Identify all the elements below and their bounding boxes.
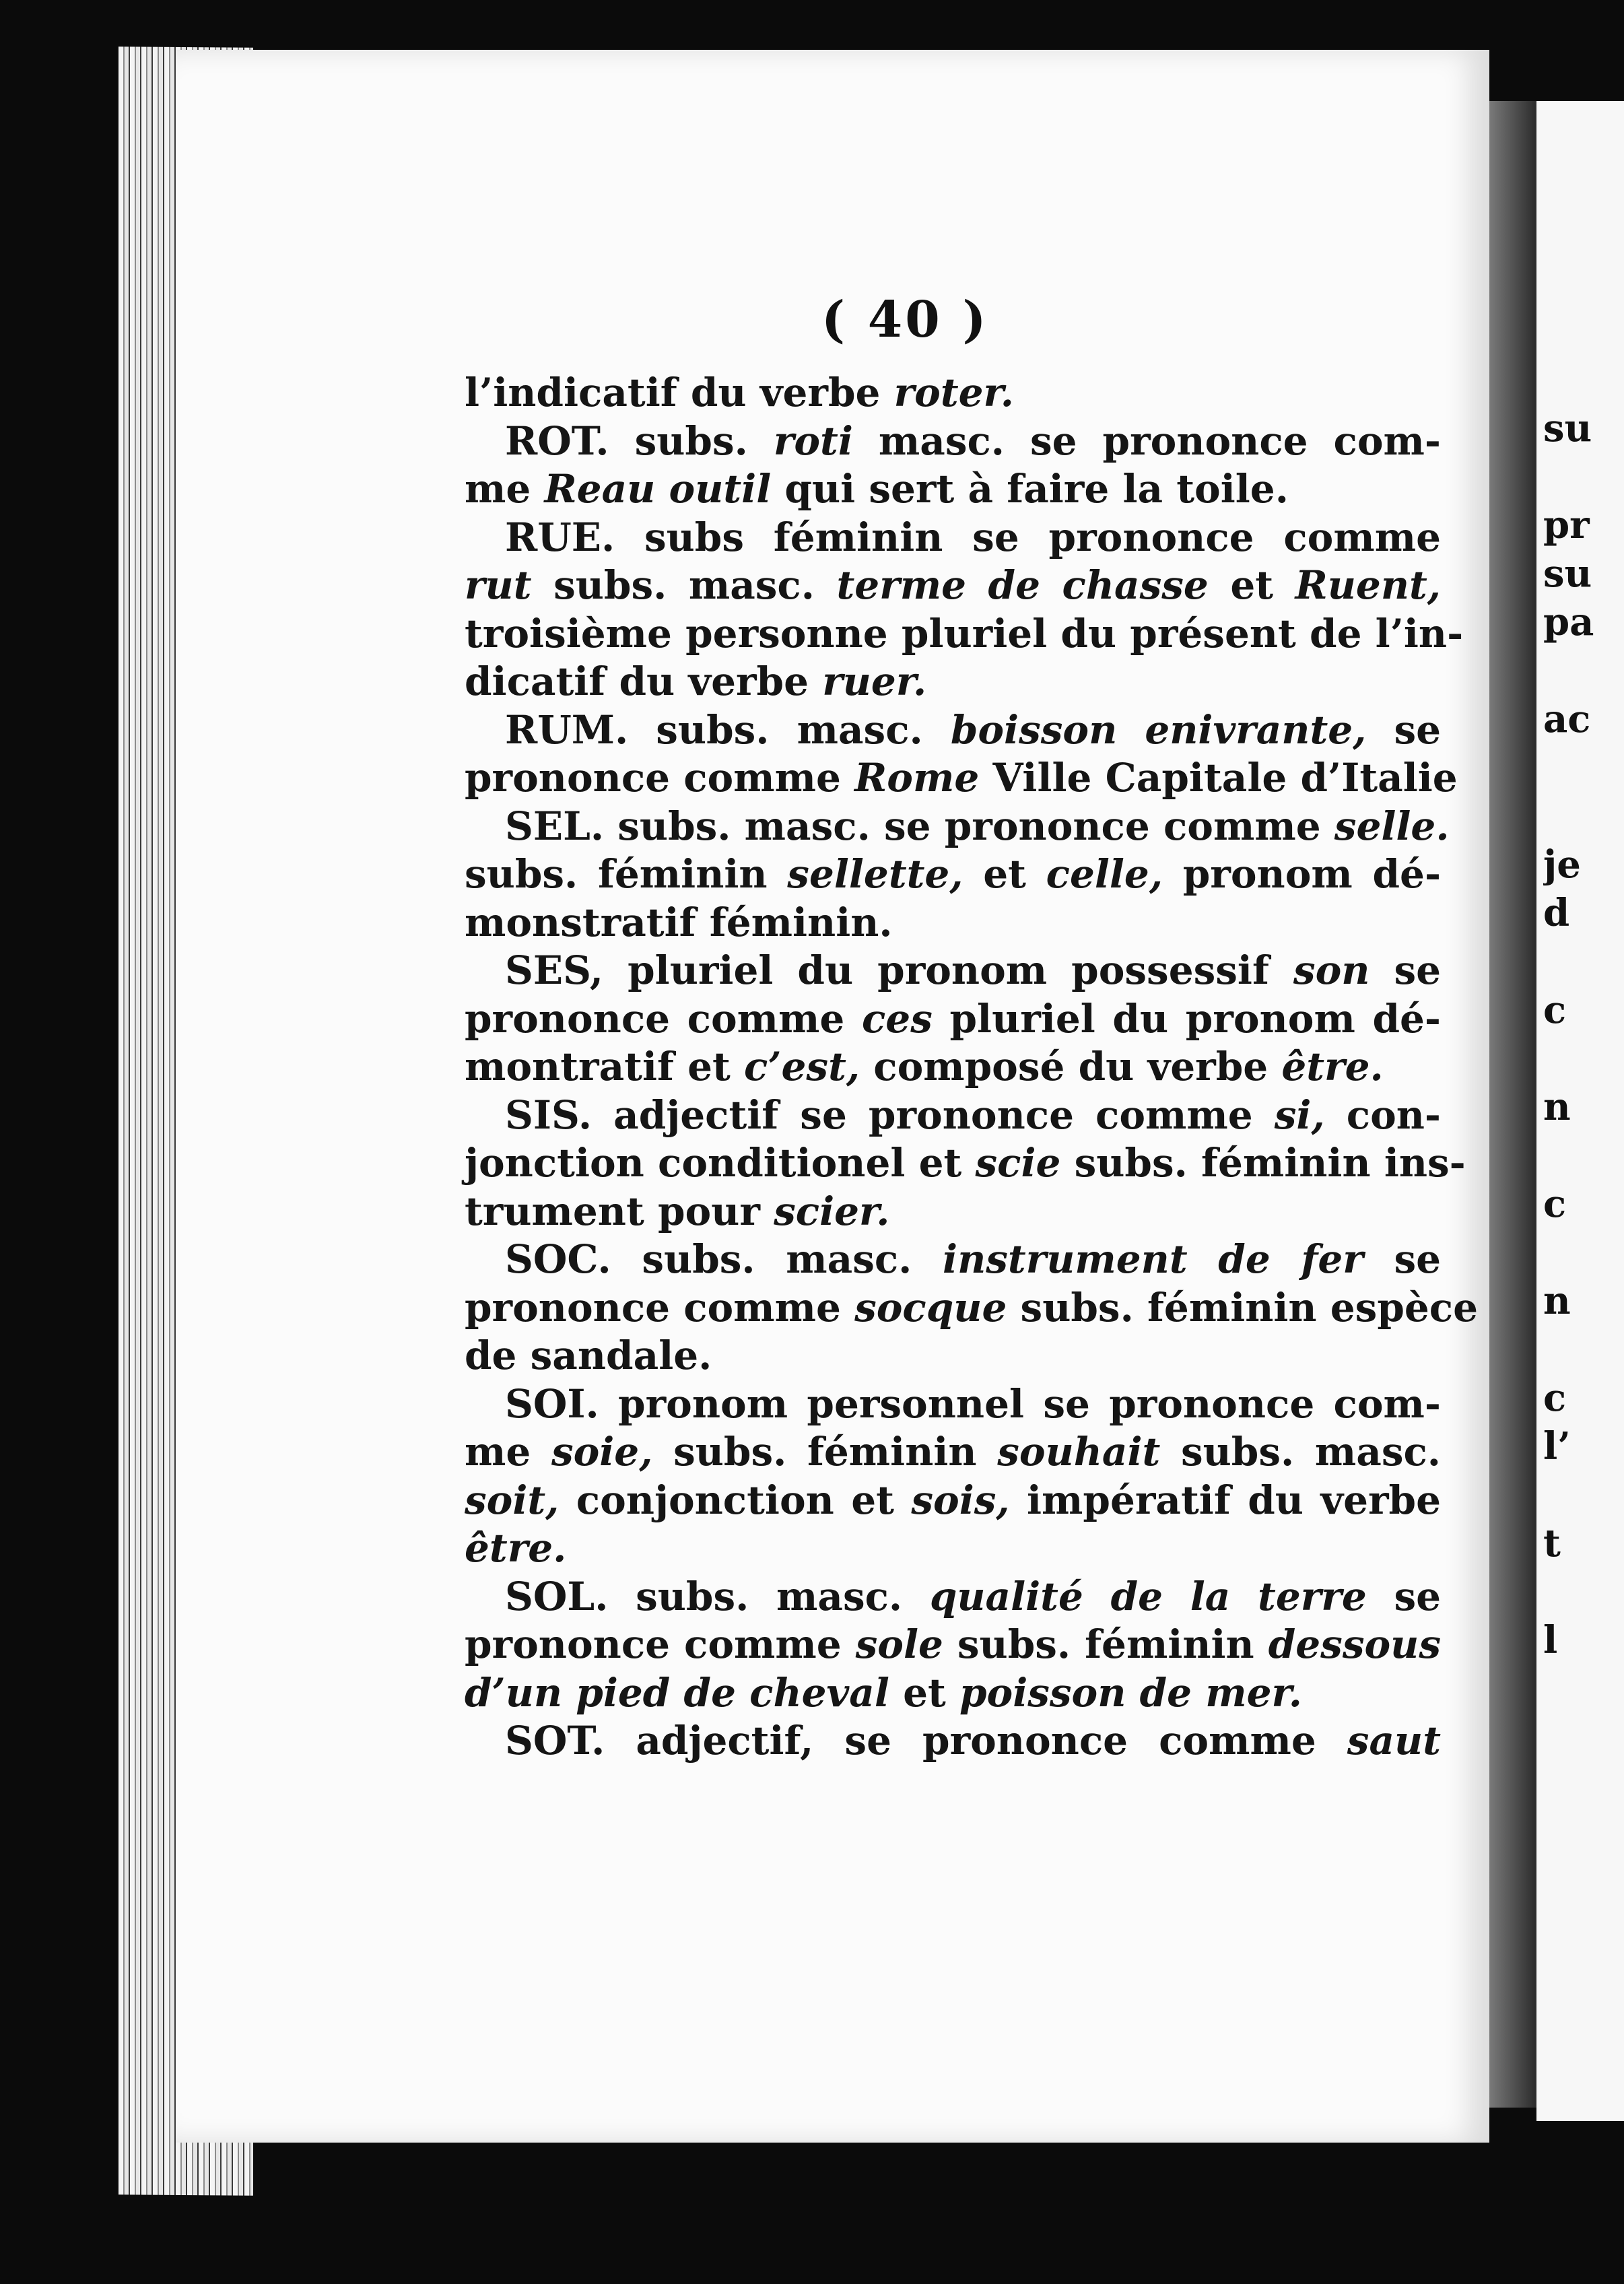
text-run: subs. féminin [465, 851, 788, 897]
facing-page-fragment: t [1543, 1521, 1561, 1566]
text-run: prononce comme [465, 755, 855, 801]
facing-page-fragment: ac [1543, 697, 1591, 741]
italic-text: rut [465, 562, 532, 608]
text-run: SEL. subs. masc. se prononce comme [505, 803, 1334, 849]
italic-text: saut [1347, 1718, 1441, 1764]
text-line [465, 947, 1441, 995]
italic-text: socque [854, 1284, 1007, 1331]
facing-page-fragment [1543, 792, 1624, 840]
text-run: qui sert à faire la toile. [771, 466, 1289, 512]
text-line [465, 1043, 1441, 1091]
text-line [465, 1236, 1441, 1284]
text-line [465, 1477, 1441, 1525]
text-run: se [1369, 947, 1441, 993]
text-run: subs. féminin espèce [1007, 1284, 1479, 1331]
facing-page-text [1543, 404, 1624, 1665]
text-line [465, 1380, 1441, 1429]
facing-page-fragment: l [1543, 1618, 1558, 1662]
facing-page-fragment [1543, 743, 1624, 792]
italic-text: terme de chasse [836, 562, 1209, 608]
italic-text: soie, [551, 1429, 653, 1475]
italic-text: roter. [893, 370, 1014, 415]
text-line [465, 562, 1441, 610]
text-line [465, 1284, 1479, 1333]
facing-page-fragment [1543, 1131, 1624, 1180]
book-gutter [1489, 101, 1536, 2108]
italic-text: qualité de la terre [929, 1573, 1367, 1619]
text-run: SOT. adjectif, se prononce comme [505, 1718, 1347, 1764]
text-run: de sandale. [465, 1333, 712, 1378]
text-line [465, 1139, 1466, 1188]
text-run: dicatif du verbe [465, 659, 823, 704]
text-run: se [1366, 706, 1441, 753]
text-line [465, 1091, 1441, 1140]
text-run: jonction conditionel et [465, 1140, 976, 1186]
text-line [465, 899, 1441, 947]
text-line [465, 803, 1450, 851]
italic-text: instrument de fer [943, 1236, 1363, 1282]
text-run: SOI. pronom personnel se prononce com- [505, 1380, 1441, 1427]
italic-text: celle, [1046, 851, 1163, 897]
italic-text: si, [1274, 1091, 1325, 1138]
text-line [465, 369, 1441, 417]
text-run: monstratif féminin. [465, 899, 893, 945]
text-line [465, 465, 1441, 514]
italic-text: Ruent, [1295, 562, 1441, 608]
italic-text: ces [861, 995, 933, 1042]
italic-text: scie [975, 1140, 1061, 1186]
text-run: SES, pluriel du pronom possessif [505, 947, 1293, 993]
page-text [465, 369, 1479, 1766]
text-run: subs. féminin ins- [1060, 1140, 1466, 1186]
text-run: composé du verbe [860, 1044, 1282, 1089]
italic-text: sole [855, 1621, 943, 1667]
text-run: prononce comme [465, 1284, 855, 1331]
text-line [465, 417, 1441, 466]
text-run: subs. féminin [943, 1621, 1268, 1667]
text-run: conjonction et [559, 1477, 912, 1523]
text-run: se [1366, 1573, 1442, 1619]
italic-text: d’un pied de cheval [465, 1669, 889, 1716]
facing-page-fragment: pa [1543, 600, 1594, 644]
text-run: prononce comme [465, 995, 862, 1042]
facing-page-fragment [1543, 1228, 1624, 1277]
italic-text: roti [773, 417, 853, 464]
text-run: se [1363, 1236, 1442, 1282]
text-line [465, 850, 1441, 899]
text-line [465, 754, 1458, 803]
page-number: ( 40 ) [821, 291, 989, 349]
text-line [465, 1524, 1441, 1573]
text-run: impératif du verbe [1009, 1477, 1441, 1523]
facing-page-fragment [1543, 646, 1624, 695]
text-run: pluriel du pronom dé- [932, 995, 1441, 1042]
text-line [465, 1332, 1441, 1380]
text-run: me [465, 466, 545, 512]
text-run: montratif et [465, 1044, 745, 1089]
text-line [465, 1669, 1441, 1718]
text-run: SOC. subs. masc. [505, 1236, 943, 1282]
text-run: pronom dé- [1163, 851, 1442, 897]
text-line [465, 1621, 1441, 1669]
page-number-value: 40 [867, 291, 943, 349]
text-line [465, 995, 1441, 1044]
italic-text: ruer. [822, 659, 927, 704]
text-line [465, 706, 1441, 755]
text-line [465, 1573, 1441, 1621]
facing-page-fragment: su [1543, 551, 1592, 596]
facing-page-fragment [1543, 1471, 1624, 1519]
italic-text: poisson de mer. [959, 1669, 1302, 1716]
italic-text: selle. [1334, 803, 1450, 849]
text-run: Ville Capitale d’Italie [979, 755, 1458, 801]
text-run: et [1208, 562, 1295, 608]
text-run: trument pour [465, 1188, 774, 1234]
text-run: subs. féminin [652, 1429, 998, 1475]
italic-text: Reau outil [544, 466, 772, 512]
italic-text: soit, [465, 1477, 560, 1523]
facing-page-fragment: su [1543, 406, 1592, 450]
text-run: et [889, 1669, 959, 1716]
text-line [465, 514, 1441, 562]
text-run: RUM. subs. masc. [505, 706, 951, 753]
italic-text: son [1293, 947, 1370, 993]
text-run: l’indicatif du verbe [465, 370, 894, 415]
facing-page-fragment: c [1543, 1182, 1567, 1226]
facing-page-fragment: l’ [1543, 1424, 1571, 1469]
facing-page-fragment [1543, 1568, 1624, 1616]
text-run: con- [1324, 1091, 1441, 1138]
facing-page-fragment [1543, 1034, 1624, 1083]
italic-text: sellette, [787, 851, 963, 897]
facing-page-fragment: c [1543, 988, 1567, 1032]
text-line [465, 1717, 1441, 1766]
italic-text: souhait [997, 1429, 1161, 1475]
facing-page-fragment: je [1543, 842, 1581, 887]
text-run: ROT. subs. [505, 417, 774, 464]
text-run: et [963, 851, 1046, 897]
text-line [465, 610, 1464, 659]
italic-text: Rome [854, 755, 980, 801]
facing-page-fragment: n [1543, 1085, 1571, 1129]
text-run: prononce comme [465, 1621, 856, 1667]
italic-text: être. [465, 1525, 567, 1571]
text-run: masc. se prononce com- [852, 417, 1441, 464]
italic-text: être. [1281, 1044, 1384, 1089]
italic-text: boisson enivrante, [950, 706, 1367, 753]
text-run: SIS. adjectif se prononce comme [505, 1091, 1275, 1138]
italic-text: scier. [774, 1188, 890, 1234]
facing-page-fragment [1543, 1325, 1624, 1374]
italic-text: c’est, [744, 1044, 860, 1089]
text-run: subs. masc. [531, 562, 837, 608]
text-run: subs. masc. [1160, 1429, 1441, 1475]
text-run: SOL. subs. masc. [505, 1573, 930, 1619]
text-line [465, 658, 1441, 706]
italic-text: dessous [1268, 1621, 1441, 1667]
facing-page-fragment: d [1543, 891, 1570, 935]
italic-text: sois, [911, 1477, 1010, 1523]
facing-page-fragment: c [1543, 1376, 1567, 1420]
facing-page-fragment: pr [1543, 503, 1590, 547]
text-line [465, 1428, 1441, 1477]
facing-page-fragment [1543, 452, 1624, 501]
text-run: troisième personne pluriel du présent de l’in- [465, 610, 1464, 657]
text-run: RUE. subs féminin se prononce comme [505, 514, 1441, 560]
text-run: me [465, 1429, 551, 1475]
facing-page-fragment [1543, 937, 1624, 986]
facing-page-fragment: n [1543, 1279, 1571, 1323]
text-line [465, 1188, 1441, 1236]
